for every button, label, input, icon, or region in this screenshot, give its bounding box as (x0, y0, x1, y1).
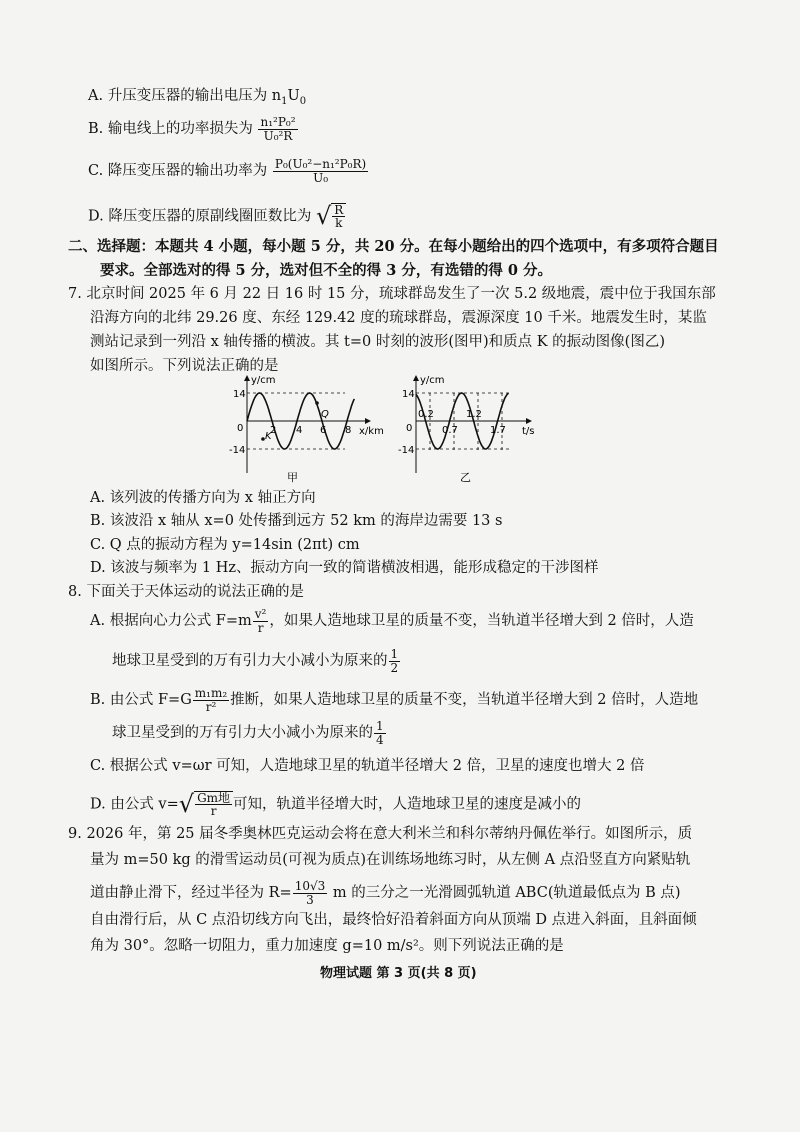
q6-option-b: B. 输电线上的功率损失为 $\frac{\text{n₁²P₀²}}{\text{U₀²R}}$ (88, 115, 296, 143)
q9-line2: 量为 m=50 kg 的滑雪运动员(可视为质点)在训练场地练习时，从左侧 A 点沿竖直方向紧贴轨 (90, 852, 691, 868)
jia-tick-6: 6 (320, 425, 327, 436)
q8-option-a-line1: A. 根据向心力公式 F=m $\frac{\text{v²}}{r}$ ，如果人造地球卫星的质量不变，当轨道半径增大到 2 倍时，人造 (90, 607, 694, 635)
jia-label-k: K (265, 431, 272, 442)
yi-y-label: y/cm (420, 375, 445, 386)
jia-tick-8: 8 (345, 425, 352, 436)
yi-tick-0.7: 0.7 (442, 425, 458, 436)
figure-jia-wave (225, 373, 390, 483)
q6-option-c: C. 降压变压器的输出功率为 $\frac{\text{P₀(U₀²−n₁²P₀R)}}{\text{U₀}}$ (88, 157, 367, 185)
q8-option-d: D. 由公式 v=√ $\frac{\text{Gm地}}{r}$ 可知，轨道半径增大时，人造地球卫星的速度是减小的 (90, 790, 582, 819)
jia-tick-2: 2 (270, 425, 277, 436)
q7-stem-line4: 如图所示。下列说法正确的是 (90, 358, 279, 374)
section2-title-line2: 要求。全部选对的得 5 分，选对但不全的得 3 分，有选错的得 0 分。 (100, 262, 553, 279)
q9-line5: 角为 30°。忽略一切阻力，重力加速度 g=10 m/s²。则下列说法正确的是 (90, 938, 564, 954)
jia-y-label: y/cm (251, 375, 276, 386)
q7-stem-line1: 7. 北京时间 2025 年 6 月 22 日 16 时 15 分，琉球群岛发生了一次 5.2 级地震，震中位于我国东部 (68, 286, 716, 302)
yi-caption: 乙 (460, 471, 471, 483)
q7-stem-line3: 测站记录到一列沿 x 轴传播的横波。其 t=0 时刻的波形(图甲)和质点 K 的振动图像(图乙) (90, 334, 665, 350)
yi-y-max: 14 (402, 389, 415, 400)
yi-tick-1.7: 1.7 (490, 425, 506, 436)
q7-stem-line2: 沿海方向的北纬 29.26 度、东经 129.42 度的琉球群岛，震源深度 10 千米。地震发生时，某监 (90, 310, 707, 326)
yi-tick-0.2: 0.2 (418, 409, 434, 420)
jia-origin: 0 (237, 423, 244, 434)
figure-yi-vibration (398, 373, 548, 483)
yi-y-min: -14 (398, 445, 415, 456)
jia-x-label: x/km (359, 426, 384, 437)
q6-option-d: D. 降压变压器的原副线圈匝数比为 √ $\frac{R}{k}$ (88, 202, 346, 231)
q6-c-fraction: $\frac{\text{P₀(U₀²−n₁²P₀R)}}{\text{U₀}}$ (274, 157, 367, 185)
q6-d-sqrt: √ $\frac{R}{k}$ (316, 202, 346, 231)
jia-y-max: 14 (233, 389, 246, 400)
q8-option-a-line2: 地球卫星受到的万有引力大小减小为原来的 $\frac{1}{2}$ (112, 647, 399, 675)
q9-line1: 9. 2026 年，第 25 届冬季奥林匹克运动会将在意大利米兰和科尔蒂纳丹佩佐举行。如图所示，质 (68, 826, 693, 842)
point-q-dot (315, 401, 319, 405)
jia-y-min: -14 (229, 445, 246, 456)
q8-option-b-line2: 球卫星受到的万有引力大小减小为原来的 $\frac{1}{4}$ (112, 719, 384, 747)
page-footer: 物理试题 第 3 页(共 8 页) (320, 966, 477, 981)
q6-option-a: A. 升压变压器的输出电压为 $n_1U_0$ (88, 88, 307, 107)
q9-line4: 自由滑行后，从 C 点沿切线方向飞出，最终恰好沿着斜面方向从顶端 D 点进入斜面，且斜面倾 (90, 912, 697, 928)
q8-stem: 8. 下面关于天体运动的说法正确的是 (68, 584, 304, 600)
yi-x-label: t/s (522, 426, 535, 437)
q7-option-a: A. 该列波的传播方向为 x 轴正方向 (90, 490, 316, 506)
yi-origin: 0 (406, 423, 413, 434)
jia-label-q: Q (321, 409, 329, 420)
q6-b-fraction: $\frac{\text{n₁²P₀²}}{\text{U₀²R}}$ (260, 115, 296, 143)
section2-title-line1: 二、选择题：本题共 4 小题，每小题 5 分，共 20 分。在每小题给出的四个选项中，有多项符合题目 (68, 238, 719, 255)
q8-option-b-line1: B. 由公式 F=G $\frac{\text{m₁m₂}}{\text{r²}}$ 推断，如果人造地球卫星的质量不变，当轨道半径增大到 2 倍时，人造地 (90, 686, 699, 714)
q8-option-c: C. 根据公式 v=ωr 可知，人造地球卫星的轨道半径增大 2 倍，卫星的速度也增大 2 倍 (90, 758, 645, 774)
jia-tick-4: 4 (296, 425, 303, 436)
q7-option-c: C. Q 点的振动方程为 y=14sin (2πt) cm (90, 537, 360, 553)
jia-caption: 甲 (287, 471, 298, 483)
q7-option-b: B. 该波沿 x 轴从 x=0 处传播到远方 52 km 的海岸边需要 13 s (90, 513, 503, 529)
yi-tick-1.2: 1.2 (466, 409, 482, 420)
q7-option-d: D. 该波与频率为 1 Hz、振动方向一致的简谐横波相遇，能形成稳定的干涉图样 (90, 560, 599, 576)
q9-line3: 道由静止滑下，经过半径为 R= $\frac{10√3}{3}$ m 的三分之一光滑圆弧轨道 ABC(轨道最低点为 B 点) (90, 879, 681, 907)
